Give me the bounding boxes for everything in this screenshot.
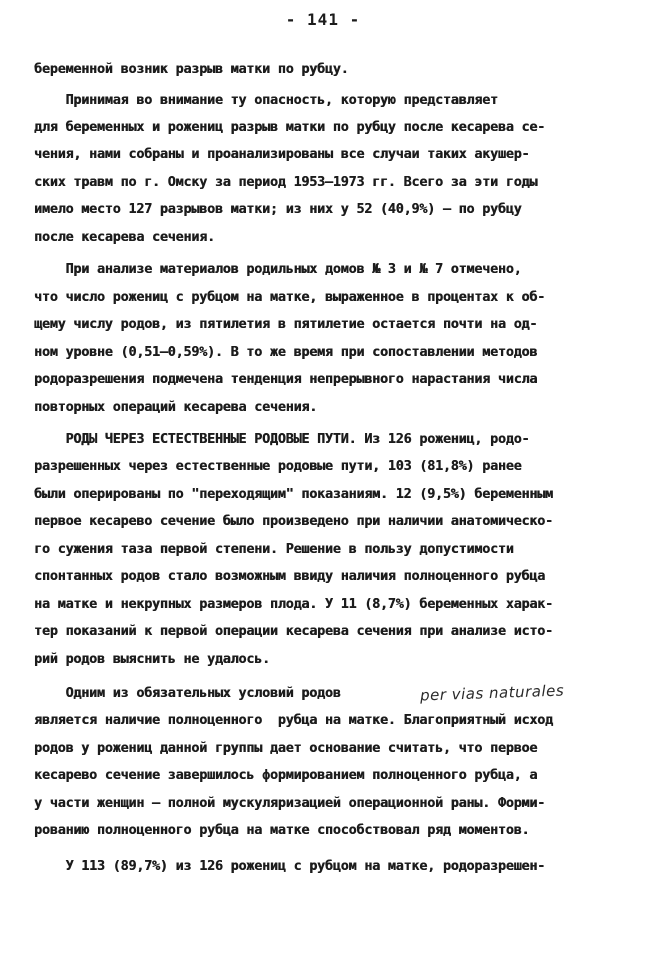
text-line: Принимая во внимание ту опасность, которую представляет (34, 93, 498, 108)
text-line: ном уровне (0,51–0,59%). В то же время при сопоставлении методов (34, 345, 538, 360)
page-number: - 141 - (285, 10, 361, 29)
text-line: является наличие полноценного рубца на матке. Благоприятный исход (34, 713, 553, 728)
text-line: после кесарева сечения. (34, 230, 215, 245)
text-line: го сужения таза первой степени. Решение в пользу допустимости (34, 542, 514, 557)
text-line: При анализе материалов родильных домов № 3 и № 7 отмечено, (34, 262, 522, 277)
text-line: У 113 (89,7%) из 126 рожениц с рубцом на матке, родоразрешен- (34, 859, 546, 874)
text-line: на матке и некрупных размеров плода. У 11 (8,7%) беременных харак- (34, 597, 553, 612)
text-line: беременной возник разрыв матки по рубцу. (34, 62, 349, 77)
text-line: кесарево сечение завершилось формированием полноценного рубца, а (34, 768, 538, 783)
text-line: щему числу родов, из пятилетия в пятилетие остается почти на од- (34, 317, 538, 332)
text-line: рованию полноценного рубца на матке способствовал ряд моментов. (34, 823, 530, 838)
text-line: у части женщин – полной мускуляризацией операционной раны. Форми- (34, 796, 546, 811)
text-line: имело место 127 разрывов матки; из них у 52 (40,9%) – по рубцу (34, 202, 522, 217)
text-line: РОДЫ ЧЕРЕЗ ЕСТЕСТВЕННЫЕ РОДОВЫЕ ПУТИ. Из 126 рожениц, родо- (34, 432, 530, 447)
text-line: были оперированы по "переходящим" показаниям. 12 (9,5%) беременным (34, 487, 553, 502)
text-line: чения, нами собраны и проанализированы все случаи таких акушер- (34, 147, 530, 162)
text-line: родов у рожениц данной группы дает основание считать, что первое (34, 741, 538, 756)
text-line: что число рожениц с рубцом на матке, выраженное в процентах к об- (34, 290, 546, 305)
text-line: для беременных и рожениц разрыв матки по рубцу после кесарева се- (34, 120, 546, 135)
text-line: спонтанных родов стало возможным ввиду наличия полноценного рубца (34, 569, 546, 584)
text-line: повторных операций кесарева сечения. (34, 400, 318, 415)
text-line: тер показаний к первой операции кесарева сечения при анализе исто- (34, 624, 553, 639)
text-line: ских травм по г. Омску за период 1953–1973 гг. Всего за эти годы (34, 175, 538, 190)
text-line: Одним из обязательных условий родов (34, 686, 341, 701)
handwritten-note: per vias naturales (419, 681, 565, 705)
text-line: первое кесарево сечение было произведено при наличии анатомическо- (34, 514, 553, 529)
text-line: рий родов выяснить не удалось. (34, 652, 270, 667)
text-line: разрешенных через естественные родовые пути, 103 (81,8%) ранее (34, 459, 522, 474)
text-line: родоразрешения подмечена тенденция непрерывного нарастания числа (34, 372, 538, 387)
